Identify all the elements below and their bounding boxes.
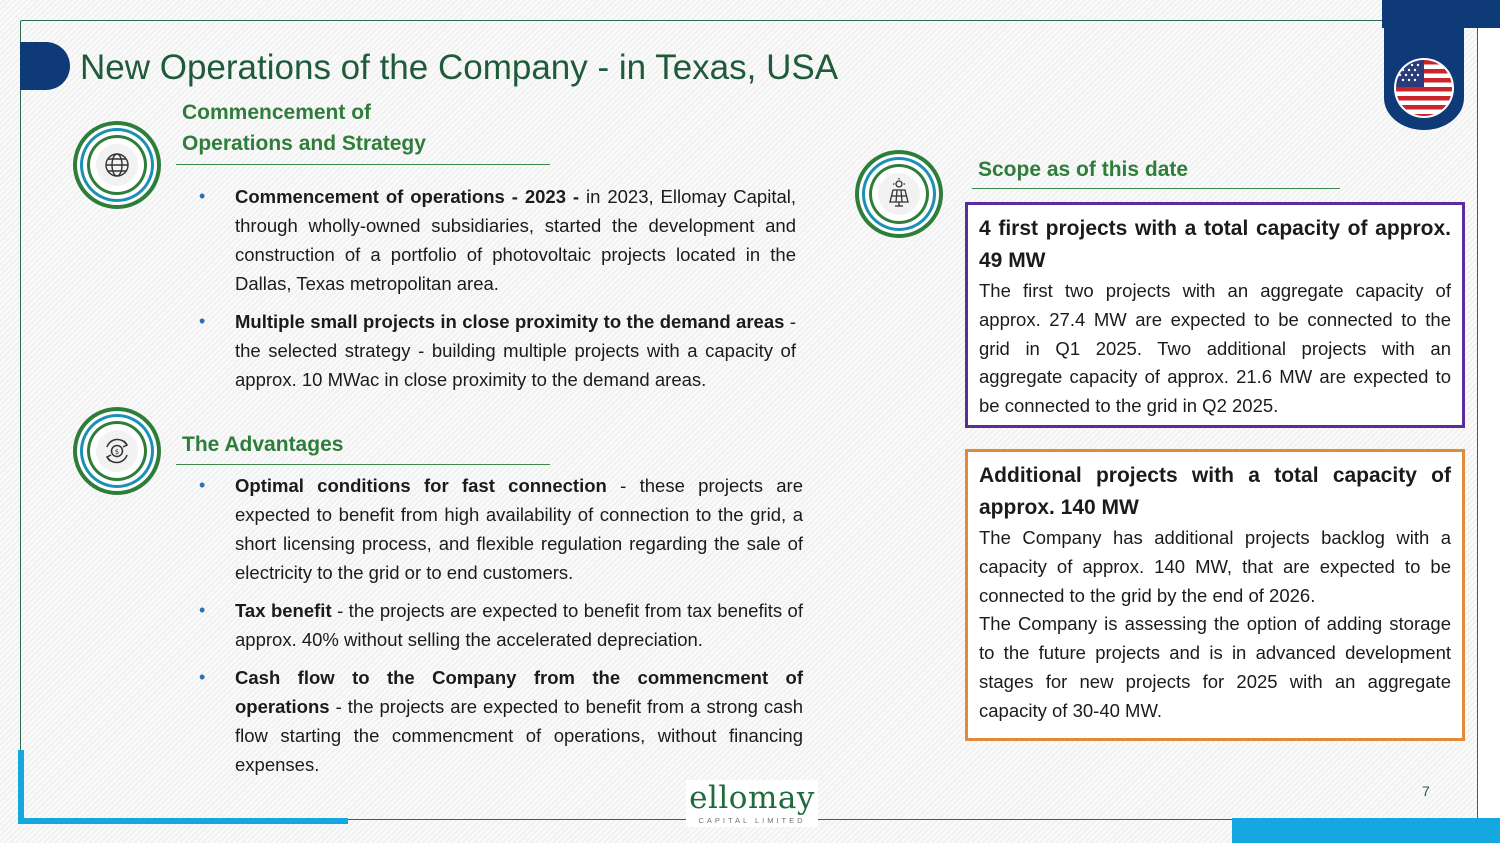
bullet-item: • Cash flow to the Company from the commencment of operations - the projects are expected to benefit from a strong cash flow starting the commencment of operations, without financing expenses. [199,667,803,775]
bullet-text: - the selected strategy - building multiple projects with a capacity of approx. 10 MWac in close proximity to the demand areas. [235,311,796,390]
bullet-item: • Tax benefit - the projects are expected to benefit from tax benefits of approx. 40% without selling the accelerated depreciation. [199,600,803,650]
logo-tagline: CAPITAL LIMITED [698,816,806,825]
advantages-bullets [199,471,803,788]
heading-line-2: Operations and Strategy [182,132,426,155]
bullet-text: - the projects are expected to benefit from tax benefits of approx. 40% without selling the accelerated depreciation. [235,600,803,650]
globe-icon [71,119,163,211]
heading-line-1: Commencement of [182,101,372,124]
projects-49mw-box [965,202,1465,428]
page-title: New Operations of the Company - in Texas, USA [80,48,839,87]
projects-140mw-box [965,449,1465,741]
dollar-cycle-icon [71,405,163,497]
bullet-item: • Optimal conditions for fast connection - these projects are expected to benefit from high availability of connection to the grid, a short licensing process, and flexible regulation regarding the sale of electricity to the grid or to end customers. [199,475,803,583]
section-rule [972,188,1340,189]
right-margin [1478,0,1500,843]
box-text: The Company is assessing the option of adding storage to the future projects and is in advanced development stages for new projects for 2025 with an aggregate capacity of 30-40 MW. [979,613,1451,721]
section-heading-advantages: The Advantages [182,433,344,456]
bottom-left-accent-bar [18,818,348,824]
box-title: 4 first projects with a total capacity of approx. 49 MW [979,217,1451,272]
bottom-right-accent-bar [1232,818,1500,843]
box-text: The first two projects with an aggregate capacity of approx. 27.4 MW are expected to be connected to the grid in Q1 2025. Two additional projects with an aggregate capacity of approx. 21.6 MW are expected to be connected to the grid in Q2 2025. [979,280,1451,417]
logo-wordmark: ellomay [689,780,815,816]
svg-text:$: $ [114,448,120,456]
bullet-bold: Multiple small projects in close proximity to the demand areas [235,311,785,332]
operations-bullets [199,182,796,403]
us-flag-shield-icon [1384,28,1464,130]
section-heading-operations [182,97,426,159]
section-rule [176,464,550,465]
box-text: The Company has additional projects backlog with a capacity of approx. 140 MW, that are expected to be connected to the grid by the end of 2026. [979,527,1451,606]
title-tab [20,42,70,90]
left-accent-bar [18,750,24,824]
bullet-bold: Commencement of operations - 2023 - [235,186,580,207]
bullet-text: - the projects are expected to benefit from a strong cash flow starting the commencment of operations, without financing expenses. [235,696,803,775]
page-number: 7 [1422,783,1430,799]
bullet-bold: Optimal conditions for fast connection [235,475,607,496]
bullet-text: in 2023, Ellomay Capital, through wholly-owned subsidiaries, started the development and construction of a portfolio of photovoltaic projects located in the Dallas, Texas metropolitan area. [235,186,797,294]
top-right-accent-bar [1382,0,1500,28]
bullet-item: • Commencement of operations - 2023 - in 2023, Ellomay Capital, through wholly-owned subsidiaries, started the development and construction of a portfolio of photovoltaic projects located in the Dallas, Texas metropolitan area. [199,186,797,294]
box-title: Additional projects with a total capacity of approx. 140 MW [979,464,1451,519]
ellomay-logo [686,780,818,827]
solar-panel-icon [853,148,945,240]
bullet-text: - these projects are expected to benefit from high availability of connection to the grid, a short licensing process, and flexible regulation regarding the sale of electricity to the grid or to end customers. [235,475,803,583]
section-heading-scope: Scope as of this date [978,158,1189,181]
bullet-bold: Cash flow to the Company from the commencment of operations [235,667,803,717]
section-rule [176,164,550,165]
bullet-item: • Multiple small projects in close proximity to the demand areas - the selected strategy - building multiple projects with a capacity of approx. 10 MWac in close proximity to the demand areas. [199,311,796,390]
bullet-bold: Tax benefit [235,600,332,621]
